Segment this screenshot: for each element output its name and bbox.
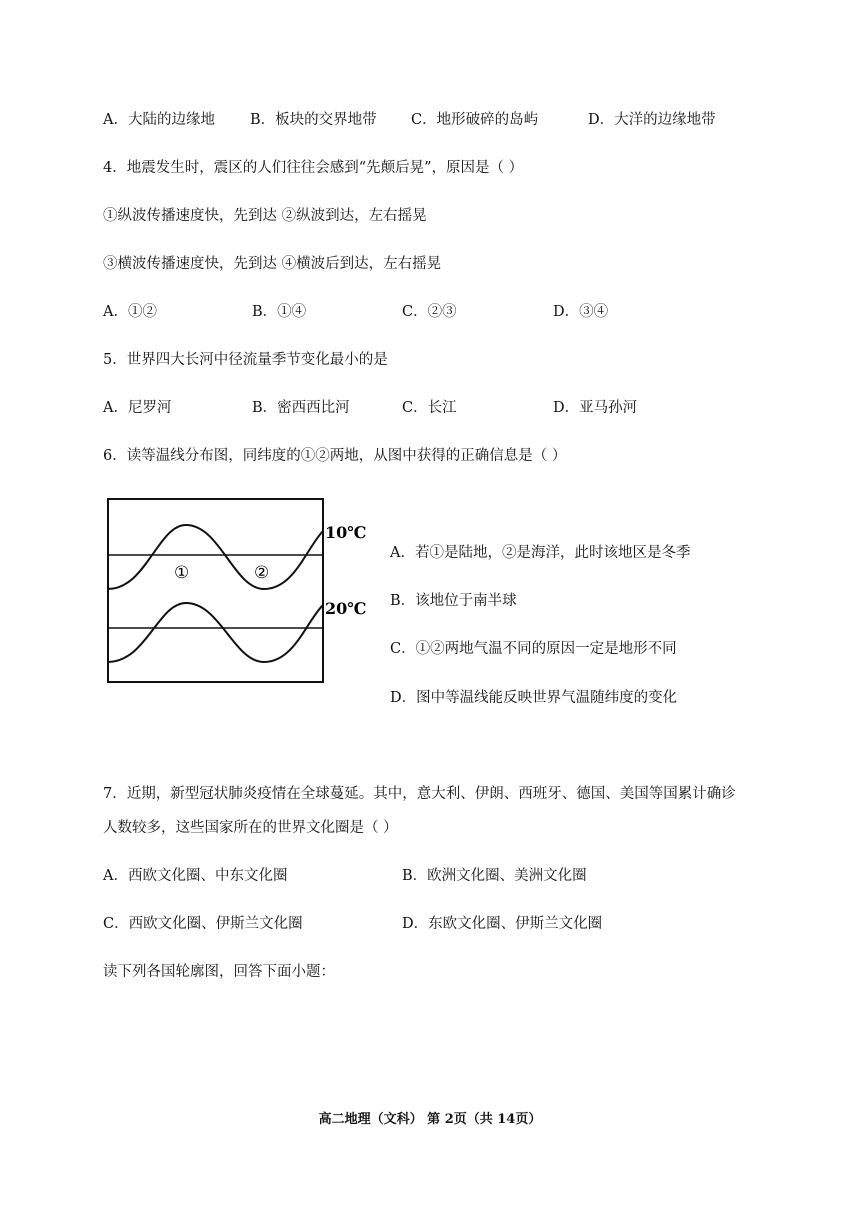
q7-option-a: A．西欧文化圈、中东文化圈 (103, 868, 288, 884)
q4-option-a: A．①② (103, 304, 157, 320)
q4-option-c: C．②③ (402, 304, 457, 320)
isotherm-20c (108, 603, 323, 662)
q3-option-a: A．大陆的边缘地 (103, 112, 215, 128)
q6-option-c: C．①②两地气温不同的原因一定是地形不同 (390, 641, 677, 657)
q5-option-a: A．尼罗河 (103, 400, 172, 416)
label-10c: 10℃ (325, 523, 367, 542)
q7-option-d: D．东欧文化圈、伊斯兰文化圈 (402, 916, 603, 932)
q6-option-d: D．图中等温线能反映世界气温随纬度的变化 (390, 690, 678, 706)
label-20c: 20℃ (325, 599, 367, 618)
q6-stem: 6．读等温线分布图，同纬度的①②两地，从图中获得的正确信息是（ ） (103, 448, 567, 464)
marker-1: ① (174, 563, 190, 583)
marker-2: ② (254, 563, 270, 583)
q5-stem: 5．世界四大长河中径流量季节变化最小的是 (103, 352, 388, 368)
q5-option-d: D．亚马孙河 (553, 400, 638, 416)
q4-statement-line-2: ③横波传播速度快，先到达 ④横波后到达，左右摇晃 (103, 256, 442, 272)
q4-option-d: D．③④ (553, 304, 609, 320)
page-footer: 高二地理（文科） 第 2页（共 14页） (318, 1112, 542, 1127)
q7-stem-line-2: 人数较多，这些国家所在的世界文化圈是（ ） (103, 820, 398, 836)
diagram-frame (108, 499, 323, 682)
q4-statement-line-1: ①纵波传播速度快，先到达 ②纵波到达，左右摇晃 (103, 208, 427, 224)
q7-stem-line-1: 7．近期，新型冠状肺炎疫情在全球蔓延。其中，意大利、伊朗、西班牙、德国、美国等国累计确诊 (103, 786, 736, 802)
q7-option-b: B．欧洲文化圈、美洲文化圈 (402, 868, 587, 884)
q5-option-b: B．密西西比河 (252, 400, 350, 416)
instruction-text: 读下列各国轮廓图，回答下面小题： (103, 964, 335, 980)
q3-option-c: C．地形破碎的岛屿 (411, 112, 539, 128)
q4-stem: 4．地震发生时，震区的人们往往会感到“先颠后晃”，原因是（ ） (103, 160, 524, 176)
q6-option-a: A．若①是陆地，②是海洋，此时该地区是冬季 (390, 545, 691, 561)
q3-option-d: D．大洋的边缘地带 (588, 112, 716, 128)
q4-option-b: B．①④ (252, 304, 307, 320)
q3-option-b: B．板块的交界地带 (250, 112, 377, 128)
q6-option-b: B．该地位于南半球 (390, 593, 517, 609)
q5-option-c: C．长江 (402, 400, 457, 416)
isotherm-diagram (106, 497, 376, 685)
q7-option-c: C．西欧文化圈、伊斯兰文化圈 (103, 916, 303, 932)
isotherm-10c (108, 525, 323, 589)
